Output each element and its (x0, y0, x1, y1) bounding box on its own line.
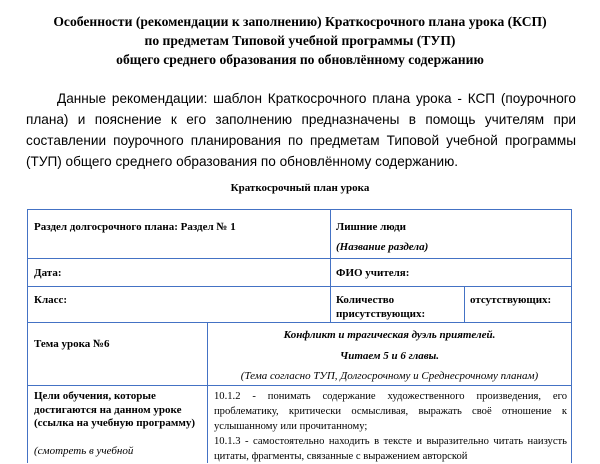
date-label: Дата: (34, 267, 62, 279)
topic-title: Конфликт и трагическая дуэль приятелей. (283, 329, 496, 341)
page-title (10, 12, 590, 69)
topic-reading: Читаем 5 и 6 главы. (339, 350, 440, 362)
section-value: Лишние люди (336, 221, 406, 233)
table-border (27, 209, 572, 210)
table-border (330, 209, 331, 322)
class-label: Класс: (34, 294, 68, 306)
table-border (207, 322, 208, 463)
table-border (27, 258, 572, 259)
table-border (27, 322, 572, 323)
title-line-3: общего среднего образования по обновлённому содержанию (116, 52, 484, 67)
goal-item: 10.1.2 - понимать содержание художественного произведения, его проблематику, критически осмысливая, выражать своё отношение к услышанному или прочитанному; (214, 391, 567, 432)
section-label: Раздел долгосрочного плана: Раздел № 1 (34, 221, 236, 233)
topic-label: Тема урока №6 (34, 338, 110, 350)
goal-item: 10.1.3 - самостоятельно находить в тексте и выразительно читать наизусть цитаты, фрагменты, связанные с выражением авторской (214, 436, 567, 462)
plan-title: Краткосрочный план урока (230, 182, 370, 194)
section-hint: (Название раздела) (336, 241, 429, 253)
goals-list (214, 389, 567, 464)
table-border (27, 286, 572, 287)
title-line-2: по предметам Типовой учебной программы (ТУП) (144, 33, 456, 48)
intro-paragraph (26, 88, 576, 172)
title-line-1: Особенности (рекомендации к заполнению) Краткосрочного плана урока (КСП) (53, 14, 547, 29)
goals-hint: (смотреть в учебной (34, 445, 134, 457)
intro-text: Данные рекомендации: шаблон Краткосрочного плана урока - КСП (поурочного плана) и пояснение к его заполнению предназначены в помощь учителям при составлении поурочного планирования по предметам Типовой учебной программы (ТУП) общего среднего образования по обновлённому содержанию. (26, 91, 576, 169)
table-border (571, 209, 572, 463)
present-label: Количество присутствующих: (336, 294, 426, 320)
table-border (27, 385, 572, 386)
goals-label: Цели обучения, которые достигаются на данном уроке (ссылка на учебную программу) (34, 390, 195, 429)
table-border (464, 286, 465, 322)
topic-hint: (Тема согласно ТУП, Долгосрочному и Среднесрочному планам) (240, 370, 539, 382)
table-border (27, 209, 28, 463)
absent-label: отсутствующих: (470, 294, 552, 306)
teacher-label: ФИО учителя: (336, 267, 410, 279)
